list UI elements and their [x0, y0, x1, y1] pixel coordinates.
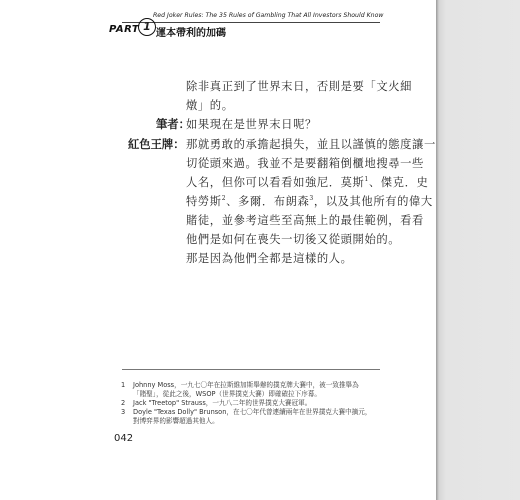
paragraph-line: 特勞斯$^2$、多爾．布朗森$^3$，以及其他所有的偉大 [186, 195, 433, 208]
header-rule [122, 22, 380, 23]
page-edge-shadow [436, 0, 520, 500]
paragraph-line: 那就勇敢的承擔起損失，並且以謹慎的態度讓一 [186, 138, 436, 151]
part-label: PART [109, 24, 140, 35]
footnote-rule [122, 369, 380, 370]
speaker-author: 筆者： [156, 118, 190, 131]
footnote-ref: 3 [309, 195, 314, 203]
book-title: Red Joker Rules: The 35 Rules of Gambling That All Investors Should Know [153, 12, 384, 19]
footnote-text: Doyle "Texas Dolly" Brunson，在七〇年代曾連續兩年在世界撲克大賽中摘元， [133, 408, 372, 416]
author-question: 如果現在是世界末日呢？ [186, 118, 317, 131]
speaker-red-joker: 紅色王牌： [128, 138, 185, 151]
paragraph-line: 切從頭來過。我並不是要翻箱倒櫃地搜尋一些 [186, 157, 424, 170]
paragraph-line: 除非真正到了世界末日，否則是要「文火細 [186, 80, 413, 93]
footnote-number: 2 [121, 399, 126, 407]
chapter-title: 運本帶利的加碼 [156, 28, 226, 39]
paragraph-line: 賭徒，並參考這些至高無上的最佳範例，看看 [186, 214, 424, 227]
paragraph-line: 人名，但你可以看看如強尼．莫斯$^1$、傑克．史 [186, 176, 429, 189]
footnote-number: 3 [121, 408, 126, 416]
footnote-text: Jack "Treetop" Strauss，一九八二年的世界撲克大賽冠軍。 [133, 399, 312, 407]
footnote-number: 1 [121, 381, 126, 389]
paragraph-line: 燉」的。 [186, 99, 234, 112]
paragraph-line: 那是因為他們全都是這樣的人。 [186, 252, 353, 265]
footnote-text: Johnny Moss，一九七〇年在拉斯維加斯舉辦的撲克牌大賽中，被一致推舉為 [133, 381, 359, 389]
paragraph-line: 他們是如何在喪失一切後又從頭開始的。 [186, 233, 401, 246]
footnote-text: 「賭聖」，從此之後，WSOP（世界撲克大賽）即確確拉下序幕。 [133, 390, 322, 398]
footnote-ref: 2 [221, 195, 227, 203]
footnote-ref: 1 [364, 176, 369, 184]
footnote-text: 對博弈界的影響超過其他人。 [133, 417, 219, 425]
part-number: 1 [138, 18, 156, 36]
page-number: 042 [114, 433, 134, 444]
